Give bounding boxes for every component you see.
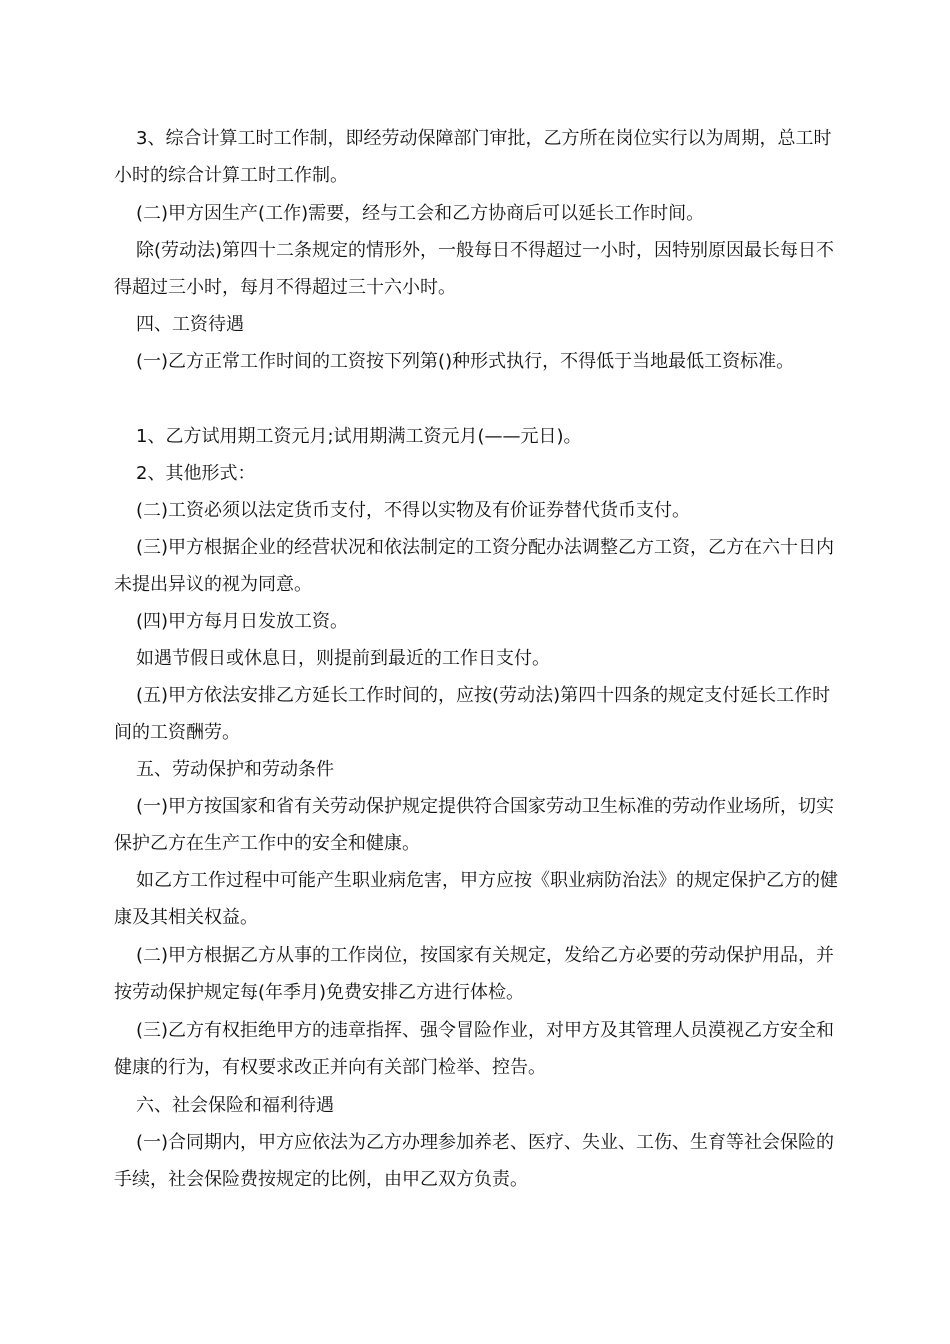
paragraph-other-forms: 2、其他形式： xyxy=(136,463,256,484)
paragraph-hours-comprehensive: 3、综合计算工时工作制，即经劳动保障部门审批，乙方所在岗位实行以为周期，总工时小时的综合计算工时工作制。 xyxy=(114,128,832,186)
paragraph-protective-equipment: (二)甲方根据乙方从事的工作岗位，按国家有关规定，发给乙方必要的劳动保护用品，并按劳动保护规定每(年季月)免费安排乙方进行体检。 xyxy=(114,945,835,1003)
paragraph-overtime-limits: 除(劳动法)第四十二条规定的情形外，一般每日不得超过一小时，因特别原因最长每日不得超过三小时，每月不得超过三十六小时。 xyxy=(114,240,835,298)
paragraph-holiday-pay: 如遇节假日或休息日，则提前到最近的工作日支付。 xyxy=(136,648,550,669)
section-heading-social-insurance: 六、社会保险和福利待遇 xyxy=(136,1095,334,1116)
paragraph-occupational-disease: 如乙方工作过程中可能产生职业病危害，甲方应按《职业病防治法》的规定保护乙方的健康及其相关权益。 xyxy=(114,870,838,928)
paragraph-probation-wage: 1、乙方试用期工资元月;试用期满工资元月(——元日)。 xyxy=(136,426,582,447)
paragraph-overtime-extension: (二)甲方因生产(工作)需要，经与工会和乙方协商后可以延长工作时间。 xyxy=(136,203,705,224)
paragraph-social-insurance: (一)合同期内，甲方应依法为乙方办理参加养老、医疗、失业、工伤、生育等社会保险的手续，社会保险费按规定的比例，由甲乙双方负责。 xyxy=(114,1132,835,1190)
paragraph-right-to-refuse: (三)乙方有权拒绝甲方的违章指挥、强令冒险作业，对甲方及其管理人员漠视乙方安全和健康的行为，有权要求改正并向有关部门检举、控告。 xyxy=(114,1020,835,1078)
section-heading-wages: 四、工资待遇 xyxy=(136,314,244,335)
paragraph-wage-adjustment: (三)甲方根据企业的经营状况和依法制定的工资分配办法调整乙方工资，乙方在六十日内未提出异议的视为同意。 xyxy=(114,537,835,595)
section-heading-labor-protection: 五、劳动保护和劳动条件 xyxy=(136,759,334,780)
paragraph-workplace-standards: (一)甲方按国家和省有关劳动保护规定提供符合国家劳动卫生标准的劳动作业场所，切实保护乙方在生产工作中的安全和健康。 xyxy=(114,796,835,854)
paragraph-overtime-pay: (五)甲方依法安排乙方延长工作时间的，应按(劳动法)第四十四条的规定支付延长工作时间的工资酬劳。 xyxy=(114,685,831,743)
paragraph-wage-forms: (一)乙方正常工作时间的工资按下列第()种形式执行，不得低于当地最低工资标准。 xyxy=(136,351,795,372)
paragraph-currency-payment: (二)工资必须以法定货币支付，不得以实物及有价证券替代货币支付。 xyxy=(136,500,691,521)
paragraph-pay-date: (四)甲方每月日发放工资。 xyxy=(136,611,349,632)
